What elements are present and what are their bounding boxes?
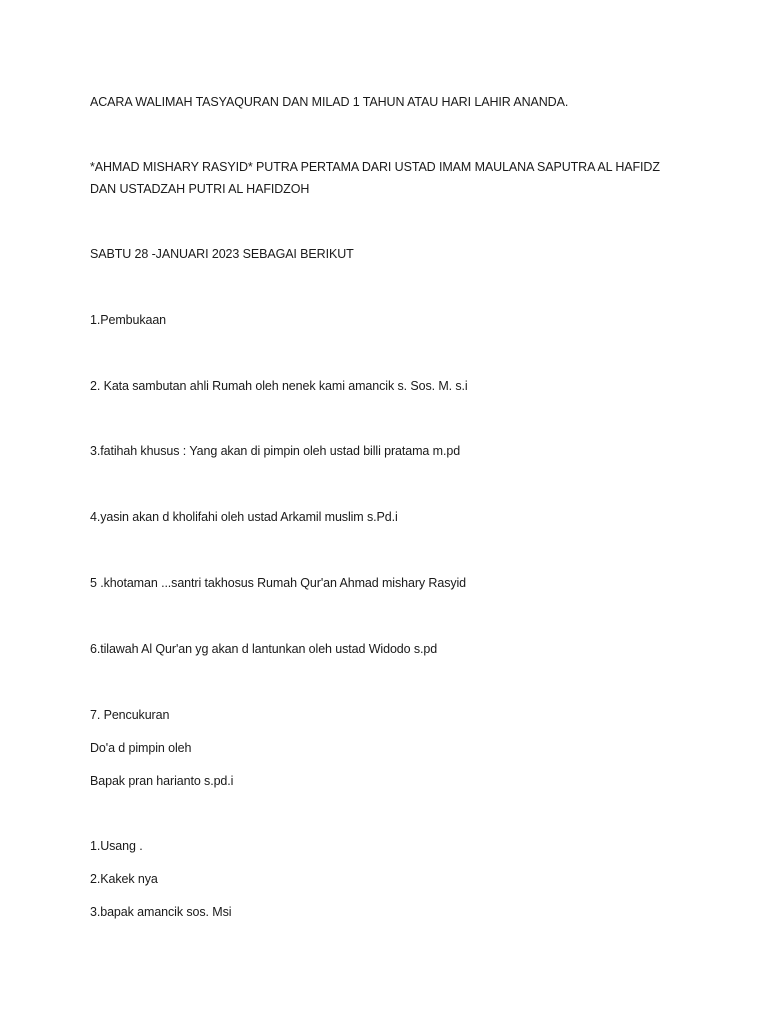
document-title: ACARA WALIMAH TASYAQURAN DAN MILAD 1 TAHUN ATAU HARI LAHIR ANANDA. (90, 95, 569, 109)
agenda-item: 5 .khotaman ...santri takhosus Rumah Qur'an Ahmad mishary Rasyid (90, 576, 467, 590)
doa-person: Bapak pran harianto s.pd.i (90, 774, 234, 788)
agenda-item: 2. Kata sambutan ahli Rumah oleh nenek kami amancik s. Sos. M. s.i (90, 379, 468, 393)
sub-item: 1.Usang . (90, 839, 143, 853)
agenda-item: 1.Pembukaan (90, 313, 167, 327)
sub-item: 3.bapak amancik sos. Msi (90, 905, 232, 919)
agenda-item: 7. Pencukuran (90, 708, 170, 722)
date-line: SABTU 28 -JANUARI 2023 SEBAGAI BERIKUT (90, 247, 354, 261)
doa-line: Do'a d pimpin oleh (90, 741, 192, 755)
agenda-item: 3.fatihah khusus : Yang akan di pimpin oleh ustad billi pratama m.pd (90, 444, 461, 458)
sub-item: 2.Kakek nya (90, 872, 158, 886)
document-subtitle: *AHMAD MISHARY RASYID* PUTRA PERTAMA DARI USTAD IMAM MAULANA SAPUTRA AL HAFIDZ DAN USTADZAH PUTRI AL HAFIDZOH (90, 160, 660, 196)
agenda-item: 6.tilawah Al Qur'an yg akan d lantunkan oleh ustad Widodo s.pd (90, 642, 438, 656)
agenda-item: 4.yasin akan d kholifahi oleh ustad Arkamil muslim s.Pd.i (90, 510, 398, 524)
